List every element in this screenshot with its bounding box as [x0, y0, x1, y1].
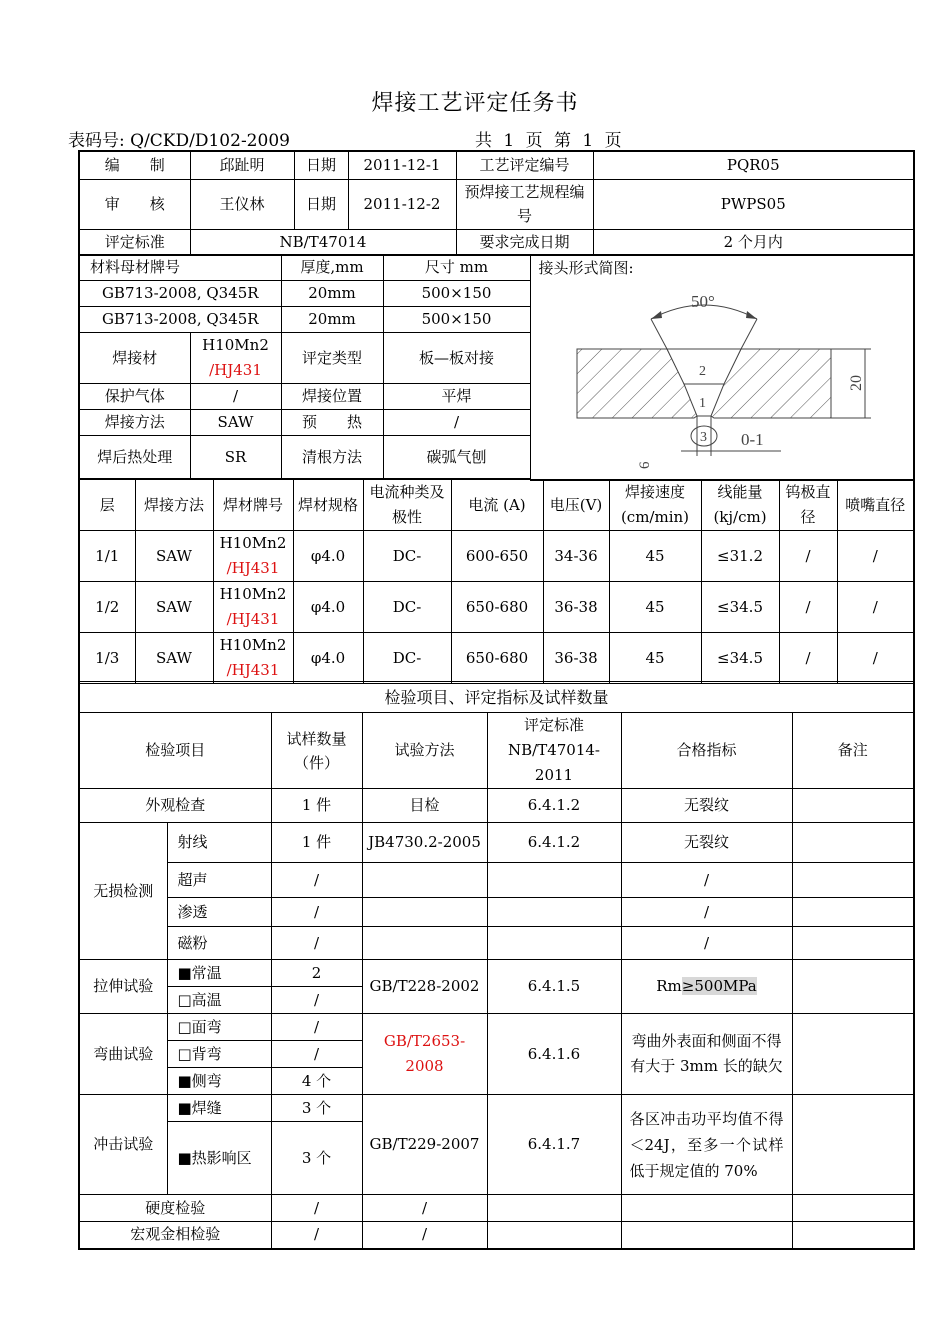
ndt-std: 6.4.1.2 — [487, 823, 621, 863]
ndt-sub: 磁粉 — [167, 927, 271, 960]
angle-line — [741, 319, 757, 349]
ndt-qty: / — [271, 863, 362, 898]
pwht-label: 焊后热处理 — [79, 436, 190, 479]
hardness-method: / — [362, 1195, 487, 1222]
col-header: 电流种类及极性 — [363, 480, 451, 531]
visual-criteria: 无裂纹 — [621, 789, 792, 823]
h-note: 备注 — [792, 713, 914, 789]
position-value: 平焊 — [383, 384, 530, 410]
method: SAW — [135, 582, 213, 633]
tungsten: / — [779, 582, 837, 633]
current: 650-680 — [451, 582, 543, 633]
ndt-qty: / — [271, 927, 362, 960]
date-label: 日期 — [294, 151, 348, 179]
ndt-method: JB4730.2-2005 — [362, 823, 487, 863]
sketch-thickness: 20 — [847, 375, 865, 391]
material-wire: H10Mn2 — [219, 585, 287, 603]
macro-item: 宏观金相检验 — [79, 1222, 271, 1249]
tensile-sub: ■常温 — [167, 960, 271, 987]
ndt-note — [792, 927, 914, 960]
impact-qty: 3 个 — [271, 1095, 362, 1122]
macro-qty: / — [271, 1222, 362, 1249]
nozzle: / — [837, 531, 914, 582]
visual-std: 6.4.1.2 — [487, 789, 621, 823]
document-title: 焊接工艺评定任务书 — [371, 91, 579, 116]
impact-label: 冲击试验 — [79, 1095, 167, 1195]
table-row — [79, 960, 914, 987]
table-row — [79, 582, 914, 633]
material-flux: /HJ431 — [226, 661, 280, 679]
standard-value: NB/T47014 — [190, 229, 456, 255]
voltage: 34-36 — [543, 531, 609, 582]
backgouge-value: 碳弧气刨 — [383, 436, 530, 479]
ndt-criteria: / — [621, 927, 792, 960]
bend-criteria: 弯曲外表面和侧面不得有大于 3mm 长的缺欠 — [621, 1014, 792, 1095]
compiler-label: 编 制 — [79, 151, 190, 179]
ndt-sub: 射线 — [167, 823, 271, 863]
material-flux: /HJ431 — [226, 610, 280, 628]
filler-wire: H10Mn2 — [202, 336, 269, 354]
reviewer-value: 王仪林 — [190, 179, 294, 229]
ndt-qty: / — [271, 898, 362, 927]
pqr-number: PQR05 — [593, 151, 914, 179]
arrow-icon — [651, 311, 662, 319]
ndt-note — [792, 823, 914, 863]
size-label: 尺寸 mm — [383, 255, 530, 281]
header-table — [78, 150, 915, 256]
bend-qty: 4 个 — [271, 1068, 362, 1095]
spec: φ4.0 — [293, 531, 363, 582]
impact-criteria: 各区冲击功平均值不得＜24J，至多一个试样低于规定值的 70% — [621, 1095, 792, 1195]
table-row — [79, 927, 914, 960]
ndt-std — [487, 898, 621, 927]
hardness-std — [487, 1195, 621, 1222]
h-method: 试验方法 — [362, 713, 487, 789]
hardness-note — [792, 1195, 914, 1222]
criteria-rm: Rm — [656, 977, 682, 995]
tensile-std: 6.4.1.5 — [487, 960, 621, 1014]
material-wire: H10Mn2 — [219, 534, 287, 552]
gas-label: 保护气体 — [79, 384, 190, 410]
position-label: 焊接位置 — [281, 384, 383, 410]
spec: φ4.0 — [293, 582, 363, 633]
hardness-item: 硬度检验 — [79, 1195, 271, 1222]
deadline-value: 2 个月内 — [593, 229, 914, 255]
standard-label: 评定标准 — [79, 229, 190, 255]
bend-qty: / — [271, 1041, 362, 1068]
base-metal-size: 500×150 — [383, 307, 530, 333]
heat-input: ≤31.2 — [701, 531, 779, 582]
bend-sub: □背弯 — [167, 1041, 271, 1068]
ndt-sub: 渗透 — [167, 898, 271, 927]
ndt-qty: 1 件 — [271, 823, 362, 863]
col-header: 电压(V) — [543, 480, 609, 531]
macro-std — [487, 1222, 621, 1249]
col-header: 焊接方法 — [135, 480, 213, 531]
layer: 1/3 — [79, 633, 135, 684]
gas-value: / — [190, 384, 281, 410]
preheat-value: / — [383, 410, 530, 436]
compiler-value: 邱趾明 — [190, 151, 294, 179]
h-standard-c: 2011 — [534, 766, 574, 784]
section-title: 检验项目、评定指标及试样数量 — [79, 682, 914, 713]
compile-date: 2011-12-1 — [348, 151, 456, 179]
impact-sub: ■热影响区 — [167, 1122, 271, 1195]
method-value: SAW — [190, 410, 281, 436]
impact-method: GB/T229-2007 — [362, 1095, 487, 1195]
layer: 1/2 — [79, 582, 135, 633]
tensile-qty: / — [271, 987, 362, 1014]
inspection-table — [78, 681, 915, 1250]
ndt-criteria: / — [621, 863, 792, 898]
visual-note — [792, 789, 914, 823]
table-row — [79, 1095, 914, 1122]
visual-qty: 1 件 — [271, 789, 362, 823]
table-row — [79, 823, 914, 863]
bend-sub: □面弯 — [167, 1014, 271, 1041]
material — [213, 633, 293, 684]
speed: 45 — [609, 531, 701, 582]
table-row — [79, 789, 914, 823]
tensile-criteria — [621, 960, 792, 1014]
current: 600-650 — [451, 531, 543, 582]
params-table — [78, 479, 915, 684]
filler-flux: /HJ431 — [209, 361, 262, 379]
tensile-sub: □高温 — [167, 987, 271, 1014]
criteria-value: ≥500MPa — [681, 977, 757, 995]
voltage: 36-38 — [543, 582, 609, 633]
table-row — [79, 1014, 914, 1041]
layer: 1/1 — [79, 531, 135, 582]
deadline-label: 要求完成日期 — [456, 229, 593, 255]
base-metal-size: 500×150 — [383, 281, 530, 307]
table-row — [79, 531, 914, 582]
ndt-std — [487, 927, 621, 960]
macro-criteria — [621, 1222, 792, 1249]
bend-sub: ■侧弯 — [167, 1068, 271, 1095]
h-standard-b: NB/T47014- — [508, 741, 600, 759]
col-header: 焊接速度(cm/min) — [609, 480, 701, 531]
bend-label: 弯曲试验 — [79, 1014, 167, 1095]
col-header: 电流 (A) — [451, 480, 543, 531]
thickness-label: 厚度,mm — [281, 255, 383, 281]
material-table — [78, 254, 915, 481]
base-metal-thickness: 20mm — [281, 281, 383, 307]
h-item: 检验项目 — [79, 713, 271, 789]
angle-line — [651, 319, 667, 349]
col-header: 层 — [79, 480, 135, 531]
ndt-label: 无损检测 — [79, 823, 167, 960]
pqr-label: 工艺评定编号 — [456, 151, 593, 179]
ndt-method — [362, 898, 487, 927]
pwps-label: 预焊接工艺规程编号 — [456, 179, 593, 229]
joint-sketch-cell — [530, 255, 914, 481]
table-row — [79, 898, 914, 927]
heat-input: ≤34.5 — [701, 582, 779, 633]
ndt-criteria: 无裂纹 — [621, 823, 792, 863]
reviewer-label: 审 核 — [79, 179, 190, 229]
method: SAW — [135, 633, 213, 684]
method-label: 焊接方法 — [79, 410, 190, 436]
bend-method: GB/T2653-2008 — [362, 1014, 487, 1095]
filler-value — [190, 333, 281, 384]
pass-2-label: 2 — [698, 364, 706, 379]
polarity: DC- — [363, 633, 451, 684]
impact-std: 6.4.1.7 — [487, 1095, 621, 1195]
nozzle: / — [837, 633, 914, 684]
base-metal-label: 材料母材牌号 — [79, 255, 281, 281]
tensile-label: 拉伸试验 — [79, 960, 167, 1014]
macro-note — [792, 1222, 914, 1249]
sketch-gap: 0-1 — [740, 430, 764, 449]
ndt-std — [487, 863, 621, 898]
visual-item: 外观检查 — [79, 789, 271, 823]
ndt-method — [362, 927, 487, 960]
ndt-note — [792, 898, 914, 927]
table-row — [79, 1195, 914, 1222]
speed: 45 — [609, 633, 701, 684]
polarity: DC- — [363, 531, 451, 582]
col-header: 喷嘴直径 — [837, 480, 914, 531]
material — [213, 531, 293, 582]
polarity: DC- — [363, 582, 451, 633]
col-header: 焊材牌号 — [213, 480, 293, 531]
impact-note — [792, 1095, 914, 1195]
type-value: 板—板对接 — [383, 333, 530, 384]
bend-qty: / — [271, 1014, 362, 1041]
material-wire: H10Mn2 — [219, 636, 287, 654]
heat-input: ≤34.5 — [701, 633, 779, 684]
h-criteria: 合格指标 — [621, 713, 792, 789]
tungsten: / — [779, 633, 837, 684]
preheat-label: 预 热 — [281, 410, 383, 436]
current: 650-680 — [451, 633, 543, 684]
pwps-number: PWPS05 — [593, 179, 914, 229]
col-header: 钨极直径 — [779, 480, 837, 531]
h-qty: 试样数量（件） — [271, 713, 362, 789]
table-row — [79, 1222, 914, 1249]
base-metal-grade: GB713-2008, Q345R — [79, 281, 281, 307]
impact-sub: ■焊缝 — [167, 1095, 271, 1122]
macro-method: / — [362, 1222, 487, 1249]
review-date: 2011-12-2 — [348, 179, 456, 229]
page-count: 共 1 页 第 1 页 — [475, 131, 622, 151]
speed: 45 — [609, 582, 701, 633]
table-row — [79, 633, 914, 684]
h-standard-a: 评定标准 — [523, 716, 584, 734]
backgouge-label: 清根方法 — [281, 436, 383, 479]
ndt-note — [792, 863, 914, 898]
tensile-method: GB/T228-2002 — [362, 960, 487, 1014]
material-flux: /HJ431 — [226, 559, 280, 577]
spec: φ4.0 — [293, 633, 363, 684]
voltage: 36-38 — [543, 633, 609, 684]
table-row — [79, 863, 914, 898]
type-label: 评定类型 — [281, 333, 383, 384]
visual-method: 目检 — [362, 789, 487, 823]
tensile-note — [792, 960, 914, 1014]
method: SAW — [135, 531, 213, 582]
sketch-label: 接头形式简图: — [538, 259, 634, 277]
form-code: 表码号: Q/CKD/D102-2009 — [68, 131, 290, 151]
date-label: 日期 — [294, 179, 348, 229]
hardness-qty: / — [271, 1195, 362, 1222]
col-header: 焊材规格 — [293, 480, 363, 531]
joint-sketch — [531, 281, 911, 477]
sketch-root: 6 — [636, 461, 653, 469]
ndt-method — [362, 863, 487, 898]
nozzle: / — [837, 582, 914, 633]
h-standard — [487, 713, 621, 789]
col-header: 线能量(kj/cm) — [701, 480, 779, 531]
sketch-angle: 50° — [690, 292, 715, 311]
ndt-criteria: / — [621, 898, 792, 927]
base-metal-thickness: 20mm — [281, 307, 383, 333]
bend-note — [792, 1014, 914, 1095]
pass-1-label: 1 — [698, 396, 706, 411]
base-metal-grade: GB713-2008, Q345R — [79, 307, 281, 333]
hardness-criteria — [621, 1195, 792, 1222]
tungsten: / — [779, 531, 837, 582]
pass-3-label: 3 — [699, 430, 707, 445]
tensile-qty: 2 — [271, 960, 362, 987]
filler-label: 焊接材 — [79, 333, 190, 384]
pwht-value: SR — [190, 436, 281, 479]
arrow-icon — [746, 311, 757, 319]
bend-std: 6.4.1.6 — [487, 1014, 621, 1095]
ndt-sub: 超声 — [167, 863, 271, 898]
impact-qty: 3 个 — [271, 1122, 362, 1195]
material — [213, 582, 293, 633]
